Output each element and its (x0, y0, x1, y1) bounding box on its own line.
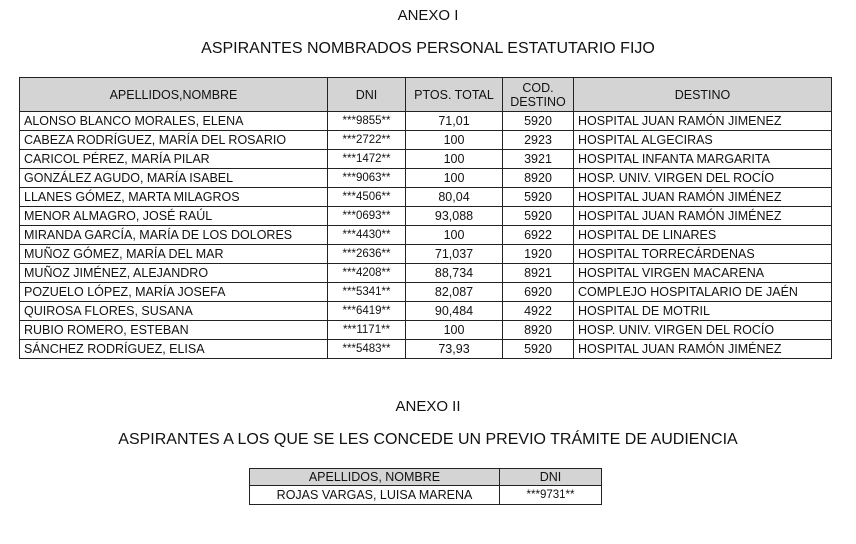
table-header-row (250, 469, 602, 486)
cell-dni: ***9731** (500, 486, 602, 505)
cell-destination: HOSPITAL INFANTA MARGARITA (574, 150, 832, 169)
header-name: APELLIDOS, NOMBRE (250, 469, 500, 486)
cell-code: 6922 (503, 226, 574, 245)
cell-dni: ***4506** (328, 188, 406, 207)
cell-dni: ***0693** (328, 207, 406, 226)
header-code (503, 78, 574, 112)
cell-name: CARICOL PÉREZ, MARÍA PILAR (20, 150, 328, 169)
cell-points: 82,087 (406, 283, 503, 302)
table-row (20, 207, 832, 226)
cell-points: 100 (406, 131, 503, 150)
header-code-line1: COD. (522, 80, 554, 95)
cell-dni: ***4208** (328, 264, 406, 283)
annex-2-subtitle: ASPIRANTES A LOS QUE SE LES CONCEDE UN PREVIO TRÁMITE DE AUDIENCIA (118, 431, 738, 448)
cell-code: 5920 (503, 112, 574, 131)
cell-destination: HOSPITAL VIRGEN MACARENA (574, 264, 832, 283)
cell-points: 73,93 (406, 340, 503, 359)
table-row (20, 169, 832, 188)
cell-destination: HOSPITAL DE LINARES (574, 226, 832, 245)
cell-name: LLANES GÓMEZ, MARTA MILAGROS (20, 188, 328, 207)
table-row (20, 321, 832, 340)
cell-destination: HOSPITAL JUAN RAMÓN JIMÉNEZ (574, 188, 832, 207)
annex-2-title: ANEXO II (395, 398, 461, 415)
cell-code: 8921 (503, 264, 574, 283)
annex-1-title: ANEXO I (397, 7, 459, 24)
cell-name: GONZÁLEZ AGUDO, MARÍA ISABEL (20, 169, 328, 188)
cell-code: 6920 (503, 283, 574, 302)
cell-name: MUÑOZ GÓMEZ, MARÍA DEL MAR (20, 245, 328, 264)
cell-name: SÁNCHEZ RODRÍGUEZ, ELISA (20, 340, 328, 359)
cell-points: 80,04 (406, 188, 503, 207)
header-destination: DESTINO (574, 78, 832, 112)
cell-destination: COMPLEJO HOSPITALARIO DE JAÉN (574, 283, 832, 302)
header-dni: DNI (500, 469, 602, 486)
cell-dni: ***4430** (328, 226, 406, 245)
table-row (20, 188, 832, 207)
cell-dni: ***9855** (328, 112, 406, 131)
cell-points: 88,734 (406, 264, 503, 283)
hearing-candidates-table (249, 468, 602, 505)
cell-dni: ***5483** (328, 340, 406, 359)
cell-dni: ***5341** (328, 283, 406, 302)
table-row (20, 245, 832, 264)
cell-code: 4922 (503, 302, 574, 321)
cell-points: 71,037 (406, 245, 503, 264)
table-row (20, 226, 832, 245)
cell-points: 71,01 (406, 112, 503, 131)
table-header-row (20, 78, 832, 112)
cell-code: 5920 (503, 188, 574, 207)
table-row (250, 486, 602, 505)
table-row (20, 340, 832, 359)
cell-name: MIRANDA GARCÍA, MARÍA DE LOS DOLORES (20, 226, 328, 245)
cell-points: 100 (406, 321, 503, 340)
cell-code: 8920 (503, 321, 574, 340)
cell-name: QUIROSA FLORES, SUSANA (20, 302, 328, 321)
header-points: PTOS. TOTAL (406, 78, 503, 112)
cell-name: ALONSO BLANCO MORALES, ELENA (20, 112, 328, 131)
table-row (20, 150, 832, 169)
cell-destination: HOSPITAL JUAN RAMÓN JIMÉNEZ (574, 207, 832, 226)
annex-1-subtitle: ASPIRANTES NOMBRADOS PERSONAL ESTATUTARIO FIJO (201, 40, 655, 57)
cell-dni: ***6419** (328, 302, 406, 321)
cell-name: CABEZA RODRÍGUEZ, MARÍA DEL ROSARIO (20, 131, 328, 150)
header-dni: DNI (328, 78, 406, 112)
cell-dni: ***2722** (328, 131, 406, 150)
cell-destination: HOSP. UNIV. VIRGEN DEL ROCÍO (574, 321, 832, 340)
cell-code: 5920 (503, 340, 574, 359)
cell-code: 3921 (503, 150, 574, 169)
cell-dni: ***9063** (328, 169, 406, 188)
appointed-candidates-table (19, 77, 832, 359)
cell-code: 8920 (503, 169, 574, 188)
cell-code: 2923 (503, 131, 574, 150)
cell-dni: ***1472** (328, 150, 406, 169)
table-row (20, 112, 832, 131)
table-row (20, 283, 832, 302)
cell-code: 1920 (503, 245, 574, 264)
cell-name: MENOR ALMAGRO, JOSÉ RAÚL (20, 207, 328, 226)
cell-code: 5920 (503, 207, 574, 226)
cell-destination: HOSPITAL JUAN RAMÓN JIMÉNEZ (574, 340, 832, 359)
table-row (20, 264, 832, 283)
cell-destination: HOSPITAL TORRECÁRDENAS (574, 245, 832, 264)
cell-dni: ***2636** (328, 245, 406, 264)
table-row (20, 302, 832, 321)
cell-name: ROJAS VARGAS, LUISA MARENA (250, 486, 500, 505)
cell-points: 93,088 (406, 207, 503, 226)
cell-destination: HOSPITAL ALGECIRAS (574, 131, 832, 150)
cell-dni: ***1171** (328, 321, 406, 340)
cell-points: 90,484 (406, 302, 503, 321)
cell-destination: HOSPITAL JUAN RAMÓN JIMENEZ (574, 112, 832, 131)
cell-destination: HOSP. UNIV. VIRGEN DEL ROCÍO (574, 169, 832, 188)
cell-name: RUBIO ROMERO, ESTEBAN (20, 321, 328, 340)
cell-points: 100 (406, 226, 503, 245)
cell-name: POZUELO LÓPEZ, MARÍA JOSEFA (20, 283, 328, 302)
header-name: APELLIDOS,NOMBRE (20, 78, 328, 112)
cell-points: 100 (406, 169, 503, 188)
cell-destination: HOSPITAL DE MOTRIL (574, 302, 832, 321)
header-code-line2: DESTINO (510, 94, 566, 109)
table-row (20, 131, 832, 150)
cell-points: 100 (406, 150, 503, 169)
cell-name: MUÑOZ JIMÉNEZ, ALEJANDRO (20, 264, 328, 283)
